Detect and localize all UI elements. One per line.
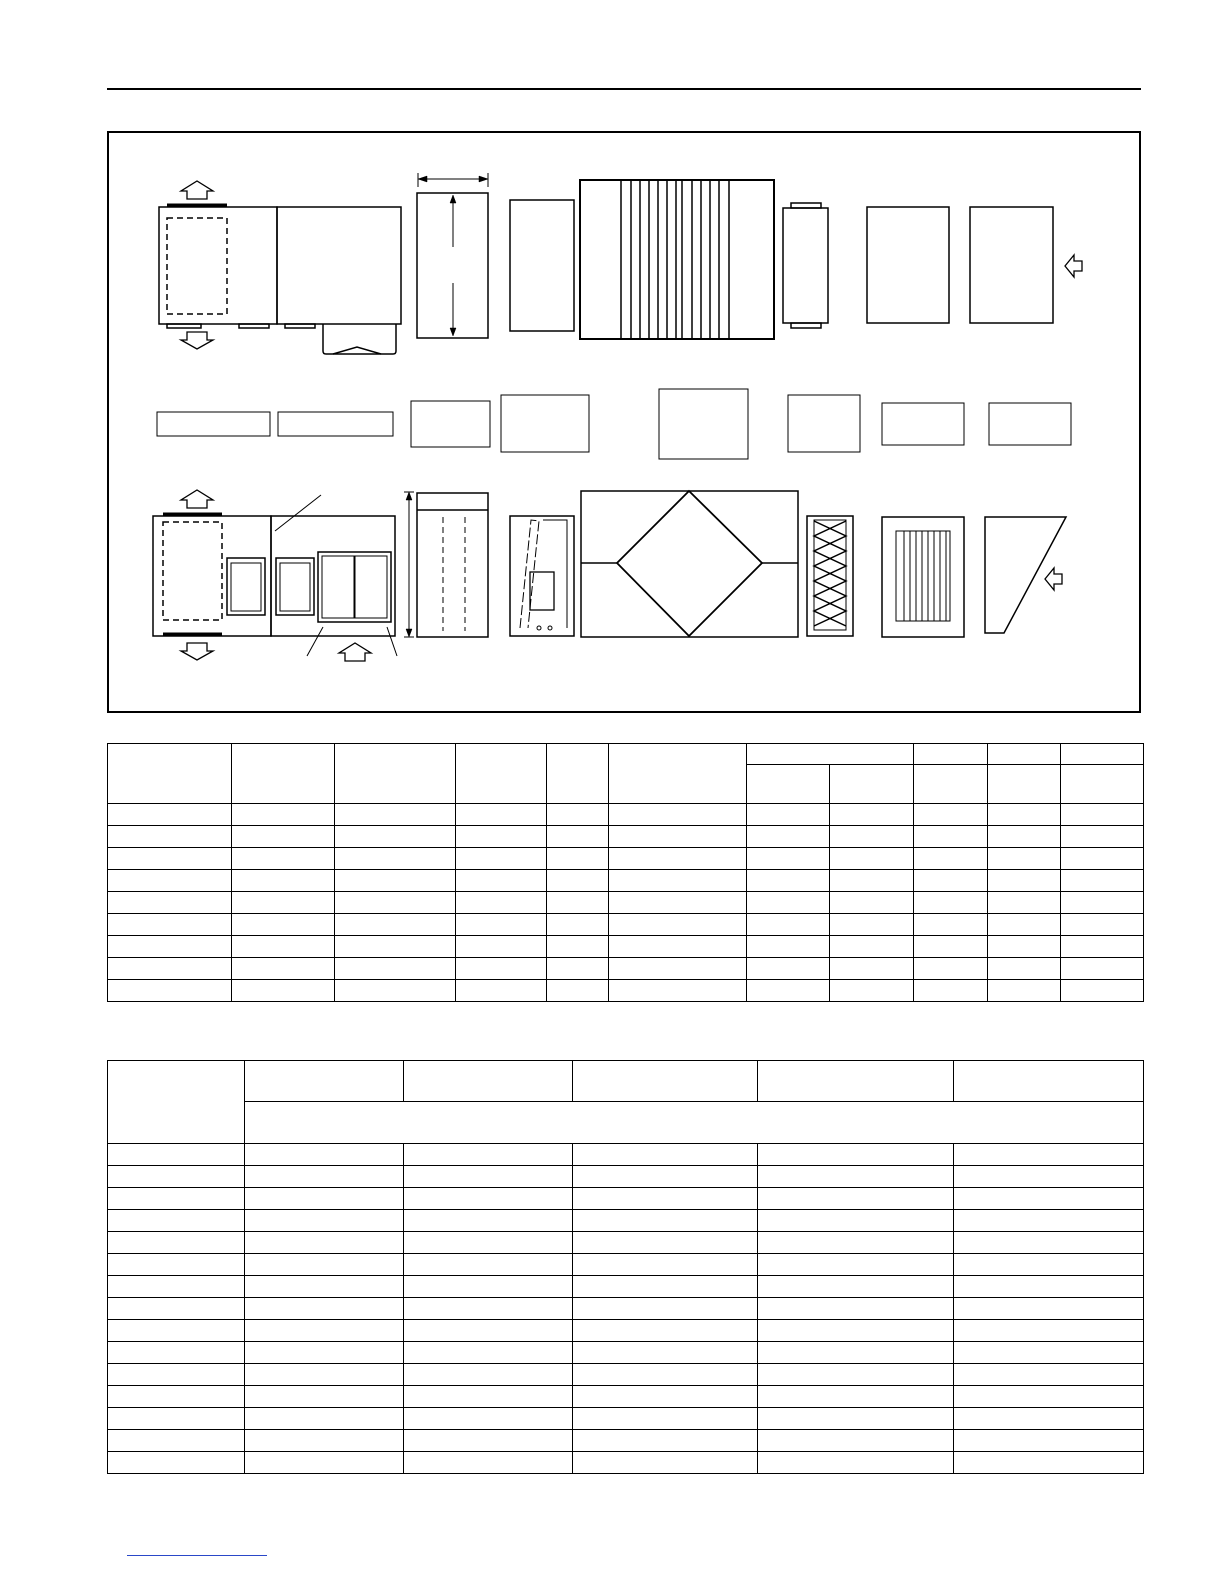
table-cell — [547, 826, 609, 848]
label-box — [788, 395, 860, 452]
table-header-cell — [914, 744, 988, 765]
table-cell — [547, 870, 609, 892]
table-cell — [830, 870, 914, 892]
arrow-down-icon — [181, 332, 213, 349]
weight-table — [107, 1060, 1144, 1474]
table-cell — [1061, 958, 1144, 980]
table-cell — [988, 892, 1061, 914]
mixing-box-front — [417, 493, 488, 637]
table-cell — [108, 1232, 245, 1254]
table-cell — [404, 1254, 573, 1276]
table-cell — [747, 848, 830, 870]
table-cell — [914, 870, 988, 892]
table-cell — [988, 958, 1061, 980]
unit-drawing — [107, 131, 1141, 713]
table-cell — [108, 936, 232, 958]
table-cell — [988, 848, 1061, 870]
heat-recovery-top — [580, 180, 774, 339]
table-cell — [245, 1298, 404, 1320]
table-cell — [609, 980, 747, 1002]
table-row — [108, 1452, 1144, 1474]
table-header-cell — [954, 1061, 1144, 1102]
footer-link-underline[interactable] — [127, 1555, 267, 1556]
table-header-row — [108, 1102, 1144, 1144]
table-cell — [335, 826, 456, 848]
table-cell — [108, 1408, 245, 1430]
table-header-cell — [547, 744, 609, 804]
access-section-top — [867, 207, 949, 323]
table-header-cell — [747, 744, 914, 765]
table-cell — [456, 848, 547, 870]
table-cell — [954, 1408, 1144, 1430]
table-cell — [456, 980, 547, 1002]
table-cell — [404, 1320, 573, 1342]
table-header-cell — [758, 1061, 954, 1102]
intake-section-top — [970, 207, 1053, 323]
table-cell — [747, 914, 830, 936]
table-cell — [573, 1364, 758, 1386]
table-header-cell — [245, 1061, 404, 1102]
table-row — [108, 936, 1144, 958]
table-header-cell — [245, 1102, 1144, 1144]
table-cell — [456, 870, 547, 892]
table-cell — [830, 980, 914, 1002]
table-cell — [108, 1144, 245, 1166]
table-cell — [108, 1254, 245, 1276]
arrow-down-icon — [181, 643, 213, 660]
table-cell — [758, 1166, 954, 1188]
table-cell — [404, 1166, 573, 1188]
table-cell — [914, 980, 988, 1002]
fan-section-front — [153, 516, 271, 636]
table-header-row — [108, 1061, 1144, 1102]
table-cell — [573, 1254, 758, 1276]
table-cell — [335, 848, 456, 870]
table-cell — [573, 1452, 758, 1474]
table-cell — [108, 1342, 245, 1364]
table-header-cell — [404, 1061, 573, 1102]
table-row — [108, 1254, 1144, 1276]
table-cell — [1061, 870, 1144, 892]
table-cell — [758, 1320, 954, 1342]
table-cell — [456, 804, 547, 826]
arrow-up-icon — [339, 643, 371, 661]
table-cell — [914, 804, 988, 826]
table-cell — [404, 1144, 573, 1166]
table-cell — [573, 1166, 758, 1188]
heat-exchanger-core — [617, 491, 762, 636]
table-row — [108, 1408, 1144, 1430]
table-cell — [1061, 936, 1144, 958]
table-cell — [1061, 892, 1144, 914]
table-cell — [245, 1254, 404, 1276]
table-cell — [108, 1364, 245, 1386]
label-box — [411, 401, 490, 447]
table-cell — [914, 826, 988, 848]
unit-drawing-panel — [107, 131, 1141, 713]
table-cell — [609, 848, 747, 870]
table-cell — [758, 1276, 954, 1298]
table-cell — [456, 914, 547, 936]
table-cell — [404, 1276, 573, 1298]
table-cell — [547, 936, 609, 958]
table-cell — [456, 892, 547, 914]
table-cell — [1061, 804, 1144, 826]
table-row — [108, 1342, 1144, 1364]
table-row — [108, 804, 1144, 826]
table-cell — [954, 1188, 1144, 1210]
table-cell — [456, 826, 547, 848]
table-cell — [758, 1430, 954, 1452]
table-cell — [456, 936, 547, 958]
table-header-cell — [988, 765, 1061, 804]
table-cell — [573, 1188, 758, 1210]
table-cell — [547, 958, 609, 980]
table-row — [108, 1210, 1144, 1232]
table-cell — [108, 1320, 245, 1342]
table-cell — [988, 826, 1061, 848]
table-row — [108, 980, 1144, 1002]
table-cell — [108, 1188, 245, 1210]
table-cell — [547, 804, 609, 826]
table-row — [108, 870, 1144, 892]
table-cell — [245, 1430, 404, 1452]
table-cell — [232, 826, 335, 848]
table-cell — [245, 1232, 404, 1254]
coil-section-top — [277, 207, 401, 324]
table-cell — [108, 914, 232, 936]
table-cell — [609, 804, 747, 826]
front-view — [153, 490, 1066, 661]
table-cell — [988, 980, 1061, 1002]
label-box — [278, 412, 393, 436]
table-cell — [758, 1210, 954, 1232]
table-cell — [404, 1452, 573, 1474]
table-cell — [954, 1276, 1144, 1298]
label-box — [659, 389, 748, 459]
table-cell — [404, 1188, 573, 1210]
table-cell — [245, 1144, 404, 1166]
table-cell — [573, 1430, 758, 1452]
table-cell — [758, 1452, 954, 1474]
table-cell — [758, 1342, 954, 1364]
table-cell — [108, 870, 232, 892]
damper-section-top — [783, 208, 828, 323]
table-cell — [1061, 826, 1144, 848]
table-cell — [404, 1430, 573, 1452]
table-cell — [914, 936, 988, 958]
table-row — [108, 1232, 1144, 1254]
table-cell — [335, 892, 456, 914]
table-cell — [108, 1298, 245, 1320]
table-cell — [335, 958, 456, 980]
table-cell — [108, 1276, 245, 1298]
table-cell — [830, 826, 914, 848]
table-cell — [747, 958, 830, 980]
table-cell — [108, 804, 232, 826]
table-cell — [573, 1342, 758, 1364]
table-cell — [245, 1188, 404, 1210]
table-cell — [830, 958, 914, 980]
table-cell — [830, 914, 914, 936]
table-cell — [232, 848, 335, 870]
arrow-left-icon — [1045, 568, 1062, 590]
table-cell — [954, 1452, 1144, 1474]
table-header-cell — [573, 1061, 758, 1102]
table-cell — [404, 1210, 573, 1232]
table-cell — [988, 914, 1061, 936]
table-cell — [245, 1408, 404, 1430]
table-cell — [232, 870, 335, 892]
table-cell — [404, 1408, 573, 1430]
table-header-cell — [1061, 765, 1144, 804]
table-header-cell — [232, 744, 335, 804]
table-cell — [758, 1144, 954, 1166]
table-cell — [232, 914, 335, 936]
heat-recovery-front — [581, 491, 798, 637]
table-row — [108, 1166, 1144, 1188]
table-cell — [245, 1320, 404, 1342]
table-header-cell — [456, 744, 547, 804]
table-cell — [914, 958, 988, 980]
table-cell — [232, 980, 335, 1002]
table-cell — [954, 1298, 1144, 1320]
table-cell — [573, 1232, 758, 1254]
table-cell — [232, 936, 335, 958]
table-cell — [108, 1386, 245, 1408]
table-cell — [335, 804, 456, 826]
table-cell — [108, 892, 232, 914]
access-door — [227, 558, 265, 615]
table-cell — [988, 936, 1061, 958]
table-cell — [404, 1364, 573, 1386]
label-box — [882, 403, 964, 445]
table-row — [108, 848, 1144, 870]
table-cell — [232, 804, 335, 826]
table-cell — [573, 1276, 758, 1298]
table-cell — [747, 870, 830, 892]
table-header-cell — [335, 744, 456, 804]
table-cell — [747, 980, 830, 1002]
table-cell — [245, 1342, 404, 1364]
table-row — [108, 914, 1144, 936]
fan-section-top — [159, 207, 277, 324]
table-row — [108, 1386, 1144, 1408]
table-cell — [547, 892, 609, 914]
table-cell — [914, 848, 988, 870]
label-box — [157, 412, 270, 436]
table-cell — [747, 826, 830, 848]
table-header-cell — [609, 744, 747, 804]
table-cell — [1061, 848, 1144, 870]
table-header-cell — [988, 744, 1061, 765]
table-cell — [245, 1386, 404, 1408]
table-cell — [609, 914, 747, 936]
table-cell — [573, 1408, 758, 1430]
header-rule — [107, 88, 1141, 90]
table-cell — [573, 1144, 758, 1166]
arrow-up-icon — [181, 181, 213, 199]
table-cell — [245, 1166, 404, 1188]
table-cell — [108, 1166, 245, 1188]
table-header-cell — [747, 765, 830, 804]
table-cell — [573, 1210, 758, 1232]
table-cell — [573, 1298, 758, 1320]
table-cell — [335, 936, 456, 958]
table-cell — [954, 1320, 1144, 1342]
table-cell — [232, 958, 335, 980]
table-cell — [609, 826, 747, 848]
table-cell — [547, 980, 609, 1002]
table-cell — [1061, 914, 1144, 936]
table-cell — [609, 958, 747, 980]
table-cell — [954, 1386, 1144, 1408]
table-cell — [108, 1210, 245, 1232]
table-cell — [954, 1166, 1144, 1188]
table-cell — [609, 870, 747, 892]
table-row — [108, 958, 1144, 980]
table-cell — [954, 1232, 1144, 1254]
table-cell — [547, 848, 609, 870]
table-cell — [758, 1232, 954, 1254]
table-cell — [335, 914, 456, 936]
table-row — [108, 1430, 1144, 1452]
table-row — [108, 892, 1144, 914]
table-cell — [456, 958, 547, 980]
fan-outline-dashed — [167, 218, 227, 314]
table-row — [108, 1276, 1144, 1298]
table-cell — [954, 1210, 1144, 1232]
table-cell — [747, 804, 830, 826]
fan-outline-dashed — [163, 522, 222, 620]
table-cell — [758, 1408, 954, 1430]
table-cell — [573, 1320, 758, 1342]
table-row — [108, 1144, 1144, 1166]
table-cell — [108, 958, 232, 980]
leader-line — [275, 495, 321, 531]
hood-section-front — [985, 517, 1066, 633]
table-cell — [245, 1364, 404, 1386]
table-cell — [404, 1232, 573, 1254]
table-cell — [830, 804, 914, 826]
filter-section-top — [510, 200, 574, 331]
table-cell — [758, 1254, 954, 1276]
filter-section-front — [510, 516, 574, 636]
table-cell — [830, 848, 914, 870]
table-cell — [245, 1452, 404, 1474]
table-header-cell — [1061, 744, 1144, 765]
table-cell — [609, 936, 747, 958]
table-cell — [1061, 980, 1144, 1002]
table-cell — [988, 870, 1061, 892]
table-cell — [830, 936, 914, 958]
table-cell — [404, 1386, 573, 1408]
table-cell — [747, 936, 830, 958]
table-cell — [108, 848, 232, 870]
drain-pan — [323, 324, 396, 354]
dimension-table — [107, 743, 1144, 1002]
table-cell — [404, 1342, 573, 1364]
label-box — [501, 395, 589, 452]
table-cell — [758, 1386, 954, 1408]
table-cell — [954, 1342, 1144, 1364]
access-door — [276, 558, 314, 615]
table-cell — [108, 1452, 245, 1474]
table-cell — [335, 980, 456, 1002]
table-cell — [573, 1386, 758, 1408]
table-cell — [245, 1210, 404, 1232]
table-header-cell — [914, 765, 988, 804]
table-cell — [954, 1144, 1144, 1166]
table-cell — [547, 914, 609, 936]
table-cell — [954, 1254, 1144, 1276]
table-header-cell — [830, 765, 914, 804]
table-cell — [747, 892, 830, 914]
blank-label-row — [157, 389, 1071, 459]
table-cell — [914, 892, 988, 914]
table-cell — [609, 892, 747, 914]
table-cell — [232, 892, 335, 914]
table-cell — [404, 1298, 573, 1320]
table-cell — [108, 1430, 245, 1452]
arrow-up-icon — [181, 490, 213, 508]
table-cell — [108, 980, 232, 1002]
table-cell — [108, 826, 232, 848]
table-cell — [954, 1364, 1144, 1386]
table-header-cell — [108, 744, 232, 804]
table-cell — [758, 1364, 954, 1386]
damper-section-front — [882, 517, 964, 637]
table-row — [108, 1320, 1144, 1342]
table-row — [108, 1298, 1144, 1320]
table-cell — [335, 870, 456, 892]
table-cell — [758, 1298, 954, 1320]
table-cell — [245, 1276, 404, 1298]
table-row — [108, 1364, 1144, 1386]
arrow-left-icon — [1065, 255, 1082, 277]
label-box — [989, 403, 1071, 445]
table-row — [108, 826, 1144, 848]
table-cell — [954, 1430, 1144, 1452]
table-header-cell — [108, 1061, 245, 1144]
table-header-row — [108, 744, 1144, 765]
table-cell — [830, 892, 914, 914]
table-cell — [758, 1188, 954, 1210]
table-cell — [988, 804, 1061, 826]
table-cell — [914, 914, 988, 936]
table-row — [108, 1188, 1144, 1210]
top-view — [159, 173, 1082, 354]
